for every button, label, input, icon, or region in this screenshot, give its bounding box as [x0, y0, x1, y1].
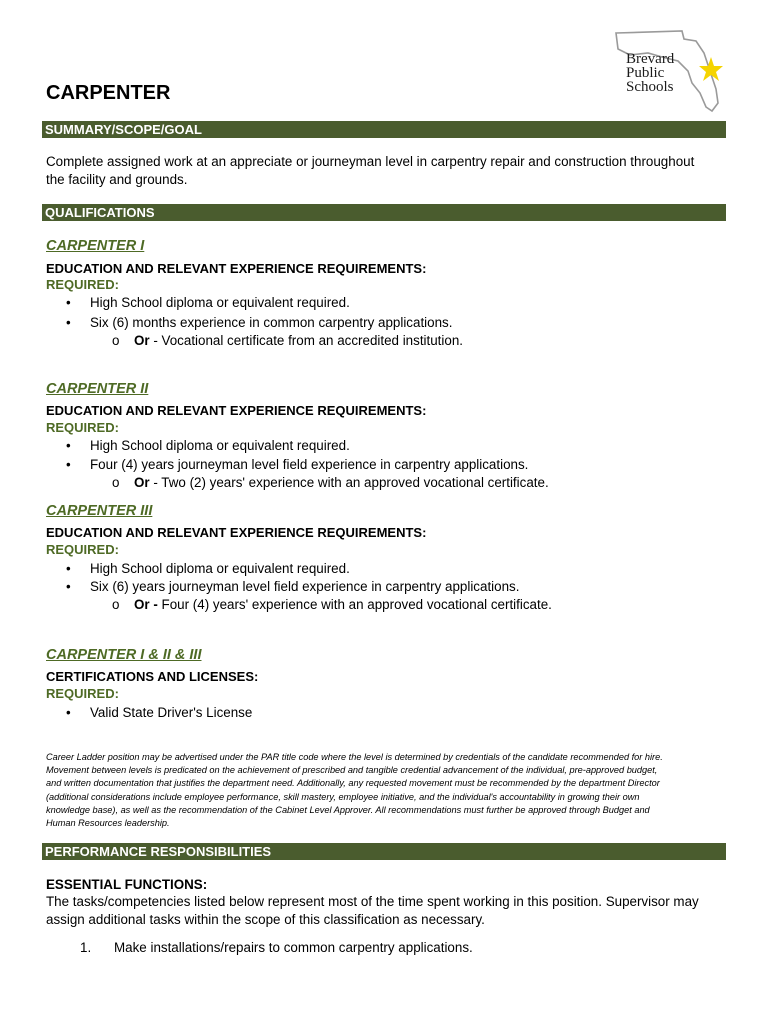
certifications-required-label: REQUIRED: [46, 686, 119, 701]
carpenter-i-required-label: REQUIRED: [46, 277, 119, 292]
carpenter-i-sub-bullet: o Or - Vocational certificate from an accredited institution. [112, 333, 463, 348]
carpenter-ii-sub-bullet: o Or - Two (2) years' experience with an approved vocational certificate. [112, 475, 549, 490]
svg-text:Schools: Schools [626, 79, 674, 95]
brevard-public-schools-logo [612, 27, 730, 115]
qualifications-section-header: QUALIFICATIONS [42, 204, 726, 221]
carpenter-iii-bullet-1: • High School diploma or equivalent required. [66, 561, 350, 576]
essential-functions-text: The tasks/competencies listed below represent most of the time spent working in this position. Supervisor may assign additional tasks within the scope of this classification as necessary. [46, 894, 699, 927]
carpenter-iii-sub-bullet: o Or - Four (4) years' experience with an approved vocational certificate. [112, 597, 552, 612]
certifications-heading: CERTIFICATIONS AND LICENSES: [46, 669, 259, 684]
essential-function-item-1: 1. Make installations/repairs to common carpentry applications. [80, 940, 473, 955]
summary-text: Complete assigned work at an appreciate or journeyman level in carpentry repair and construction throughout the facility and grounds. [46, 154, 695, 187]
page-title: CARPENTER [46, 82, 171, 104]
certifications-bullet-1: • Valid State Driver's License [66, 705, 253, 720]
carpenter-i-bullet-1: • High School diploma or equivalent required. [66, 295, 350, 310]
carpenter-iii-heading: CARPENTER III [46, 503, 153, 519]
carpenter-all-levels-heading: CARPENTER I & II & III [46, 647, 202, 663]
carpenter-i-heading: CARPENTER I [46, 238, 145, 254]
carpenter-ii-heading: CARPENTER II [46, 381, 149, 397]
svg-text:Brevard: Brevard [626, 51, 675, 67]
carpenter-ii-bullet-2: • Four (4) years journeyman level field experience in carpentry applications. [66, 457, 529, 472]
performance-section-header: PERFORMANCE RESPONSIBILITIES [42, 843, 726, 860]
svg-text:Public: Public [626, 65, 665, 81]
carpenter-i-edu-heading: EDUCATION AND RELEVANT EXPERIENCE REQUIREMENTS: [46, 261, 427, 276]
carpenter-iii-bullet-2: • Six (6) years journeyman level field experience in carpentry applications. [66, 579, 520, 594]
essential-functions-heading: ESSENTIAL FUNCTIONS: [46, 877, 208, 892]
summary-section-header: SUMMARY/SCOPE/GOAL [42, 121, 726, 138]
carpenter-i-bullet-2: • Six (6) months experience in common carpentry applications. [66, 315, 453, 330]
career-ladder-note: Career Ladder position may be advertised under the PAR title code where the level is determined by credentials of the candidate recommended for hire. Movement between levels is predicated on the achievement of prescribed and tangible credential advancement of the individual, pre-approved budget, and written documentation that justifies the department need. Additionally, any requested movement must be recommended by the department Director (additional considerations include employee performance, skill mastery, employee initiative, and the individual's accountability in growing their own knowledge base), as well as the recommendation of the Cabinet Level Approver. All recommendations must further be approved through Budget and Human Resources leadership. [46, 752, 663, 829]
carpenter-ii-required-label: REQUIRED: [46, 420, 119, 435]
carpenter-iii-edu-heading: EDUCATION AND RELEVANT EXPERIENCE REQUIREMENTS: [46, 525, 427, 540]
carpenter-ii-edu-heading: EDUCATION AND RELEVANT EXPERIENCE REQUIREMENTS: [46, 403, 427, 418]
carpenter-ii-bullet-1: • High School diploma or equivalent required. [66, 438, 350, 453]
carpenter-iii-required-label: REQUIRED: [46, 542, 119, 557]
